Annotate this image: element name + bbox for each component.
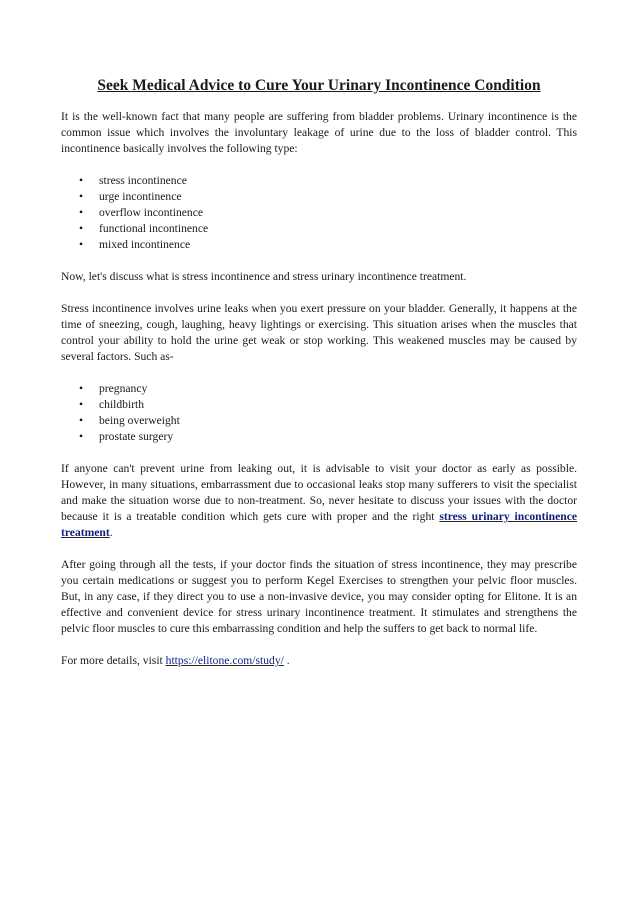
list-item <box>61 173 577 189</box>
details-suffix: . <box>283 654 290 667</box>
bullet-icon: • <box>79 430 84 443</box>
risk-factors-list <box>61 381 577 445</box>
advice-paragraph <box>61 461 577 541</box>
details-paragraph <box>61 653 577 669</box>
bullet-icon: • <box>79 238 84 251</box>
list-item-text: overflow incontinence <box>99 206 203 219</box>
treatment-link[interactable]: stress urinary incontinence treatment <box>61 510 577 539</box>
intro-paragraph: It is the well-known fact that many people are suffering from bladder problems. Urinary incontinence is the common issue which involves the involuntary leakage of urine due to the loss of bladder control. This incontinence basically involves the following type: <box>61 110 577 155</box>
incontinence-types-list <box>61 173 577 253</box>
list-item-text: urge incontinence <box>99 190 182 203</box>
elitone-study-link[interactable]: https://elitone.com/study/ <box>165 654 284 667</box>
list-item-text: mixed incontinence <box>99 238 191 251</box>
tests-paragraph: After going through all the tests, if your doctor finds the situation of stress incontinence, they may prescribe you certain medications or suggest you to perform Kegel Exercises to strengthen your pelvic floor muscles. But, in any case, if they direct you to use a non-invasive device, you may consider opting for Elitone. It is an effective and convenient device for stress urinary incontinence treatment. It stimulates and strengthens the pelvic floor muscles to cure this embarrassing condition and help the suffers to get back to normal life. <box>61 558 577 635</box>
list-item <box>61 429 577 445</box>
list-item <box>61 397 577 413</box>
bullet-icon: • <box>79 222 84 235</box>
list-item-text: functional incontinence <box>99 222 209 235</box>
stress-incontinence-paragraph: Stress incontinence involves urine leaks when you exert pressure on your bladder. Generally, it happens at the time of sneezing, cough, laughing, heavy lightings or exercising. This situation arises when the muscles that control your ability to hold the urine get weak or stop working. This weakened muscles may be caused by several factors. Such as- <box>61 302 577 363</box>
advice-text: If anyone can't prevent urine from leaking out, it is advisable to visit your doctor as early as possible. However, in many situations, embarrassment due to occasional leaks stop many sufferers to visit the specialist and make the situation worse due to non-treatment. So, never hesitate to discuss your issues with the doctor because it is a treatable condition which gets cure with proper and the right <box>61 462 577 523</box>
bullet-icon: • <box>79 174 84 187</box>
document-title: Seek Medical Advice to Cure Your Urinary Incontinence Condition <box>97 77 541 94</box>
list-item-text: stress incontinence <box>99 174 187 187</box>
bullet-icon: • <box>79 190 84 203</box>
discuss-paragraph: Now, let's discuss what is stress incontinence and stress urinary incontinence treatment. <box>61 270 467 283</box>
list-item <box>61 413 577 429</box>
list-item <box>61 237 577 253</box>
list-item <box>61 205 577 221</box>
list-item <box>61 221 577 237</box>
list-item-text: being overweight <box>99 414 180 427</box>
advice-end: . <box>109 526 113 539</box>
bullet-icon: • <box>79 414 84 427</box>
list-item-text: prostate surgery <box>99 430 174 443</box>
list-item-text: pregnancy <box>99 382 148 395</box>
list-item <box>61 381 577 397</box>
document-page <box>61 76 577 685</box>
details-prefix: For more details, visit <box>61 654 166 667</box>
list-item <box>61 189 577 205</box>
bullet-icon: • <box>79 382 84 395</box>
bullet-icon: • <box>79 206 84 219</box>
list-item-text: childbirth <box>99 398 145 411</box>
bullet-icon: • <box>79 398 84 411</box>
